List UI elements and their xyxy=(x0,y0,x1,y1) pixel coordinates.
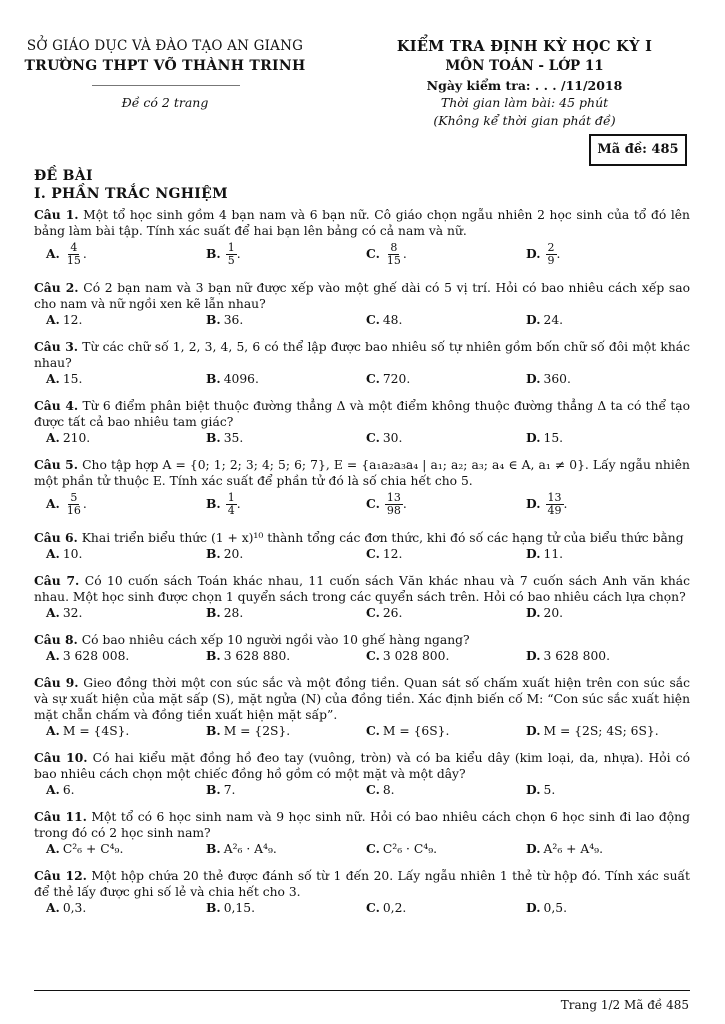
time-allowed: Thời gian làm bài: 45 phút xyxy=(440,95,609,110)
option-letter: B. xyxy=(206,900,221,915)
answer-option xyxy=(514,546,674,562)
answer-options xyxy=(34,648,690,664)
question-body: Một hộp chứa 20 thẻ được đánh số từ 1 đến 20. Lấy ngẫu nhiên 1 thẻ từ hộp đó. Tính xác suất để thẻ lấy được ghi số lẻ và chia hết cho 3. xyxy=(34,869,690,899)
question xyxy=(34,573,690,621)
option-letter: C. xyxy=(366,495,380,511)
answer-option xyxy=(34,312,194,328)
question xyxy=(34,339,690,387)
page-footer: Trang 1/2 Mã đề 485 xyxy=(560,998,689,1012)
option-letter: A. xyxy=(46,648,60,663)
question-body: Một tổ có 6 học sinh nam và 9 học sinh nữ. Hỏi có bao nhiêu cách chọn 6 học sinh đi lao động trong đó có 2 học sinh nam? xyxy=(34,810,690,840)
answer-option xyxy=(194,900,354,916)
question-body: Khai triển biểu thức (1 + x)¹⁰ thành tổng các đơn thức, khi đó số các hạng tử của biểu thức bằng xyxy=(81,531,684,545)
answer-option xyxy=(354,371,514,387)
answer-option xyxy=(194,430,354,446)
question-body: Có 2 bạn nam và 3 bạn nữ được xếp vào một ghế dài có 5 vị trí. Hỏi có bao nhiêu cách xếp sao cho nam và nữ ngồi xen kẽ lẫn nhau? xyxy=(34,281,690,311)
option-letter: C. xyxy=(366,782,380,797)
option-text: 3 628 800. xyxy=(543,649,611,663)
option-letter: A. xyxy=(46,723,60,738)
answer-option xyxy=(514,312,674,328)
answer-option: C. $\frac{13}{98}$ . xyxy=(366,490,407,517)
fraction-denominator: 4 xyxy=(227,503,235,517)
answer-option xyxy=(514,841,674,857)
option-letter: B. xyxy=(206,495,221,511)
answer-options xyxy=(34,605,690,621)
option-text: M = {4S}. xyxy=(62,724,130,738)
question-label: Câu 1. xyxy=(34,207,79,222)
question-label: Câu 11. xyxy=(34,809,87,824)
fraction-numerator: 4 xyxy=(70,240,78,254)
option-letter: D. xyxy=(526,841,541,856)
option-text: 12. xyxy=(382,547,403,561)
answer-options xyxy=(34,430,690,446)
option-text: 720. xyxy=(382,372,411,386)
option-letter: B. xyxy=(206,312,221,327)
answer-options xyxy=(34,546,690,562)
answer-options xyxy=(34,371,690,387)
fraction-numerator: 13 xyxy=(547,490,562,504)
time-note: (Không kể thời gian phát đề) xyxy=(433,113,616,128)
answer-option xyxy=(34,648,194,664)
option-letter: D. xyxy=(526,900,541,915)
option-letter: C. xyxy=(366,648,380,663)
question-text xyxy=(34,530,690,546)
answer-option: B. $\frac{1}{5}$ . xyxy=(206,240,241,267)
page-count-note: Đề có 2 trang xyxy=(121,95,209,110)
answer-option: D. $\frac{13}{49}$ . xyxy=(526,490,568,517)
option-letter: C. xyxy=(366,900,380,915)
option-text: 32. xyxy=(62,606,83,620)
option-letter: D. xyxy=(526,312,541,327)
answer-option xyxy=(354,648,514,664)
option-letter: C. xyxy=(366,371,380,386)
exam-title: KIỂM TRA ĐỊNH KỲ HỌC KỲ I xyxy=(396,38,653,55)
answer-option xyxy=(514,723,674,739)
option-text: M = {6S}. xyxy=(382,724,450,738)
option-letter: C. xyxy=(366,841,380,856)
option-text: 3 628 880. xyxy=(223,649,291,663)
option-text: 5. xyxy=(543,783,556,797)
option-letter: B. xyxy=(206,430,221,445)
question-label: Câu 7. xyxy=(34,573,80,588)
fraction xyxy=(226,492,237,517)
question-label: Câu 2. xyxy=(34,280,79,295)
answer-options xyxy=(34,900,690,916)
answer-option xyxy=(354,782,514,798)
answer-option xyxy=(34,723,194,739)
question-label: Câu 8. xyxy=(34,632,78,647)
option-letter: B. xyxy=(206,841,221,856)
answer-option xyxy=(514,648,674,664)
question-text xyxy=(34,457,690,489)
question-label: Câu 3. xyxy=(34,339,79,354)
answer-option xyxy=(354,841,514,857)
question xyxy=(34,675,690,739)
option-letter: D. xyxy=(526,546,541,561)
question xyxy=(34,280,690,328)
option-text: 26. xyxy=(382,606,403,620)
exam-code-box: Mã đề: 485 xyxy=(589,134,687,166)
question-label: Câu 12. xyxy=(34,868,87,883)
fraction-numerator: 2 xyxy=(547,240,555,254)
answer-options xyxy=(34,723,690,739)
question-text xyxy=(34,398,690,430)
option-letter: B. xyxy=(206,648,221,663)
fraction-denominator: 15 xyxy=(386,253,401,267)
option-text: M = {2S; 4S; 6S}. xyxy=(543,724,659,738)
answer-option: D. $\frac{2}{9}$ . xyxy=(526,240,561,267)
fraction xyxy=(546,242,557,267)
answer-option xyxy=(354,723,514,739)
question xyxy=(34,632,690,664)
answer-option xyxy=(354,546,514,562)
question xyxy=(34,868,690,916)
option-text: 0,15. xyxy=(223,901,255,915)
answer-option xyxy=(34,605,194,621)
question-body: Có 10 cuốn sách Toán khác nhau, 11 cuốn sách Văn khác nhau và 7 cuốn sách Anh văn khác nhau. Một học sinh được chọn 1 quyển sách trong các quyển sách trên. Hỏi có bao nhiêu cách lựa chọn? xyxy=(34,574,690,604)
option-text: 210. xyxy=(62,431,91,445)
answer-option: A. $\frac{5}{16}$ . xyxy=(46,490,87,517)
question-text xyxy=(34,868,690,900)
fraction-denominator: 5 xyxy=(227,253,235,267)
answer-option xyxy=(194,371,354,387)
option-text: 7. xyxy=(223,783,236,797)
answer-option xyxy=(194,723,354,739)
question-label: Câu 6. xyxy=(34,530,78,545)
question-body: Một tổ học sinh gồm 4 bạn nam và 6 bạn nữ. Cô giáo chọn ngẫu nhiên 2 học sinh của tổ đó lên bảng làm bài tập. Tính xác suất để hai bạn lên bảng có cả nam và nữ. xyxy=(34,208,690,238)
answer-option xyxy=(194,312,354,328)
question xyxy=(34,809,690,857)
answer-option xyxy=(34,371,194,387)
question-text xyxy=(34,339,690,371)
answer-option xyxy=(194,546,354,562)
option-letter: B. xyxy=(206,605,221,620)
section-title: ĐỀ BÀI xyxy=(34,168,93,184)
answer-options xyxy=(34,489,690,519)
option-letter: A. xyxy=(46,900,60,915)
question-body: Từ 6 điểm phân biệt thuộc đường thẳng Δ và một điểm không thuộc đường thẳng Δ ta có thể tạo được tất cả bao nhiêu tam giác? xyxy=(34,399,690,429)
option-letter: A. xyxy=(46,841,60,856)
option-text: M = {2S}. xyxy=(223,724,291,738)
answer-option xyxy=(354,430,514,446)
option-letter: A. xyxy=(46,245,60,261)
option-text: 4096. xyxy=(223,372,259,386)
option-letter: D. xyxy=(526,371,541,386)
answer-option xyxy=(194,605,354,621)
option-letter: D. xyxy=(526,245,541,261)
option-letter: A. xyxy=(46,605,60,620)
fraction-denominator: 49 xyxy=(547,503,562,517)
option-text: 24. xyxy=(543,313,564,327)
answer-option xyxy=(354,900,514,916)
answer-options xyxy=(34,312,690,328)
fraction-denominator: 15 xyxy=(66,253,81,267)
option-letter: A. xyxy=(46,546,60,561)
answer-option xyxy=(354,312,514,328)
footer-divider xyxy=(34,990,690,991)
question-text xyxy=(34,632,690,648)
answer-option xyxy=(194,841,354,857)
question-text xyxy=(34,280,690,312)
option-text: 20. xyxy=(223,547,244,561)
option-text: 360. xyxy=(543,372,571,386)
answer-option xyxy=(514,605,674,621)
exam-header xyxy=(0,38,725,188)
option-letter: C. xyxy=(366,546,380,561)
exam-date: Ngày kiểm tra: . . . /11/2018 xyxy=(426,78,623,93)
option-letter: A. xyxy=(46,312,60,327)
option-text: 15. xyxy=(62,372,83,386)
question xyxy=(34,398,690,446)
question-body: Từ các chữ số 1, 2, 3, 4, 5, 6 có thể lập được bao nhiêu số tự nhiên gồm bốn chữ số đôi một khác nhau? xyxy=(34,340,690,370)
answer-options xyxy=(34,841,690,857)
fraction-denominator: 16 xyxy=(66,503,81,517)
option-text: 30. xyxy=(382,431,403,445)
option-letter: D. xyxy=(526,430,541,445)
answer-option xyxy=(514,900,674,916)
answer-option xyxy=(34,841,194,857)
fraction xyxy=(546,492,564,517)
option-text: 6. xyxy=(62,783,75,797)
question-body: Có hai kiểu mặt đồng hồ đeo tay (vuông, tròn) và có ba kiểu dây (kim loại, da, nhựa). Hỏi có bao nhiêu cách chọn một chiếc đồng hồ gồm có một mặt và một dây? xyxy=(34,751,690,781)
question-label: Câu 10. xyxy=(34,750,88,765)
option-text: 28. xyxy=(223,606,244,620)
option-text: 20. xyxy=(543,606,564,620)
option-letter: B. xyxy=(206,245,221,261)
option-text: 0,2. xyxy=(382,901,407,915)
question-text xyxy=(34,750,690,782)
answer-options xyxy=(34,239,690,269)
option-text: 8. xyxy=(382,783,395,797)
option-text: 3 628 008. xyxy=(62,649,130,663)
question-list xyxy=(34,207,690,927)
question-label: Câu 9. xyxy=(34,675,79,690)
option-letter: B. xyxy=(206,723,221,738)
option-text: 3 028 800. xyxy=(382,649,450,663)
answer-option: A. $\frac{4}{15}$ . xyxy=(46,240,87,267)
question-body: Cho tập hợp A = {0; 1; 2; 3; 4; 5; 6; 7}, E = {a₁a₂a₃a₄ | a₁; a₂; a₃; a₄ ∈ A, a₁ ≠ 0}. Lấy ngẫu nhiên một phần tử thuộc E. Tính xác suất để phần tử đó là số chia hết cho 5. xyxy=(34,458,690,488)
answer-option: C. $\frac{8}{15}$ . xyxy=(366,240,407,267)
option-letter: D. xyxy=(526,648,541,663)
question xyxy=(34,457,690,519)
question-label: Câu 4. xyxy=(34,398,79,413)
fraction-denominator: 9 xyxy=(547,253,555,267)
answer-option xyxy=(34,900,194,916)
option-letter: B. xyxy=(206,546,221,561)
answer-option xyxy=(194,648,354,664)
option-letter: B. xyxy=(206,782,221,797)
option-letter: D. xyxy=(526,723,541,738)
option-text: 35. xyxy=(223,431,244,445)
answer-option xyxy=(34,782,194,798)
fraction-numerator: 1 xyxy=(227,490,235,504)
option-letter: C. xyxy=(366,245,380,261)
option-letter: D. xyxy=(526,495,541,511)
option-text: 0,5. xyxy=(543,901,567,915)
part-title: I. PHẦN TRẮC NGHIỆM xyxy=(34,186,228,202)
question xyxy=(34,750,690,798)
option-letter: A. xyxy=(46,371,60,386)
option-letter: C. xyxy=(366,312,380,327)
answer-option xyxy=(354,605,514,621)
option-text: 15. xyxy=(543,431,564,445)
answer-options xyxy=(34,782,690,798)
answer-option: B. $\frac{1}{4}$ . xyxy=(206,490,241,517)
fraction-numerator: 13 xyxy=(386,490,401,504)
question-text xyxy=(34,207,690,239)
option-letter: D. xyxy=(526,605,541,620)
question xyxy=(34,530,690,562)
question-body: Có bao nhiêu cách xếp 10 người ngồi vào 10 ghế hàng ngang? xyxy=(81,633,470,647)
option-text: 48. xyxy=(382,313,403,327)
fraction xyxy=(385,492,403,517)
school-name: TRƯỜNG THPT VÕ THÀNH TRINH xyxy=(24,58,306,74)
option-letter: A. xyxy=(46,430,60,445)
question-body: Gieo đồng thời một con súc sắc và một đồng tiền. Quan sát số chấm xuất hiện trên con súc sắc và sự xuất hiện của mặt sấp (S), mặt ngửa (N) của đồng tiền. Xác định biến cố M: “Con súc sắc xuất hiện mặt chẵn chấm và đồng tiền xuất hiện mặt sấp”. xyxy=(34,676,690,722)
subject-line: MÔN TOÁN - LỚP 11 xyxy=(445,58,604,74)
header-divider xyxy=(92,85,240,86)
option-text: A²₆ · A⁴₉. xyxy=(223,842,277,856)
fraction-numerator: 5 xyxy=(70,490,78,504)
fraction-numerator: 1 xyxy=(227,240,235,254)
question-text xyxy=(34,675,690,723)
option-text: 10. xyxy=(62,547,83,561)
fraction-numerator: 8 xyxy=(390,240,398,254)
answer-option xyxy=(514,430,674,446)
answer-option xyxy=(34,546,194,562)
option-text: 11. xyxy=(543,547,564,561)
option-letter: B. xyxy=(206,371,221,386)
question-text xyxy=(34,809,690,841)
department-name: SỞ GIÁO DỤC VÀ ĐÀO TẠO AN GIANG xyxy=(26,38,304,54)
fraction xyxy=(65,492,83,517)
answer-option xyxy=(514,371,674,387)
fraction xyxy=(226,242,237,267)
option-text: 0,3. xyxy=(62,901,87,915)
option-text: C²₆ + C⁴₉. xyxy=(62,842,124,856)
answer-option xyxy=(34,430,194,446)
option-text: 36. xyxy=(223,313,244,327)
answer-option xyxy=(194,782,354,798)
option-letter: D. xyxy=(526,782,541,797)
option-text: 12. xyxy=(62,313,83,327)
option-letter: C. xyxy=(366,430,380,445)
option-letter: A. xyxy=(46,782,60,797)
option-letter: C. xyxy=(366,605,380,620)
option-letter: C. xyxy=(366,723,380,738)
answer-option xyxy=(514,782,674,798)
fraction xyxy=(65,242,83,267)
question-label: Câu 5. xyxy=(34,457,79,472)
fraction xyxy=(385,242,403,267)
option-text: C²₆ · C⁴₉. xyxy=(382,842,438,856)
question-text xyxy=(34,573,690,605)
option-letter: A. xyxy=(46,495,60,511)
fraction-denominator: 98 xyxy=(386,503,401,517)
question xyxy=(34,207,690,269)
option-text: A²₆ + A⁴₉. xyxy=(543,842,604,856)
